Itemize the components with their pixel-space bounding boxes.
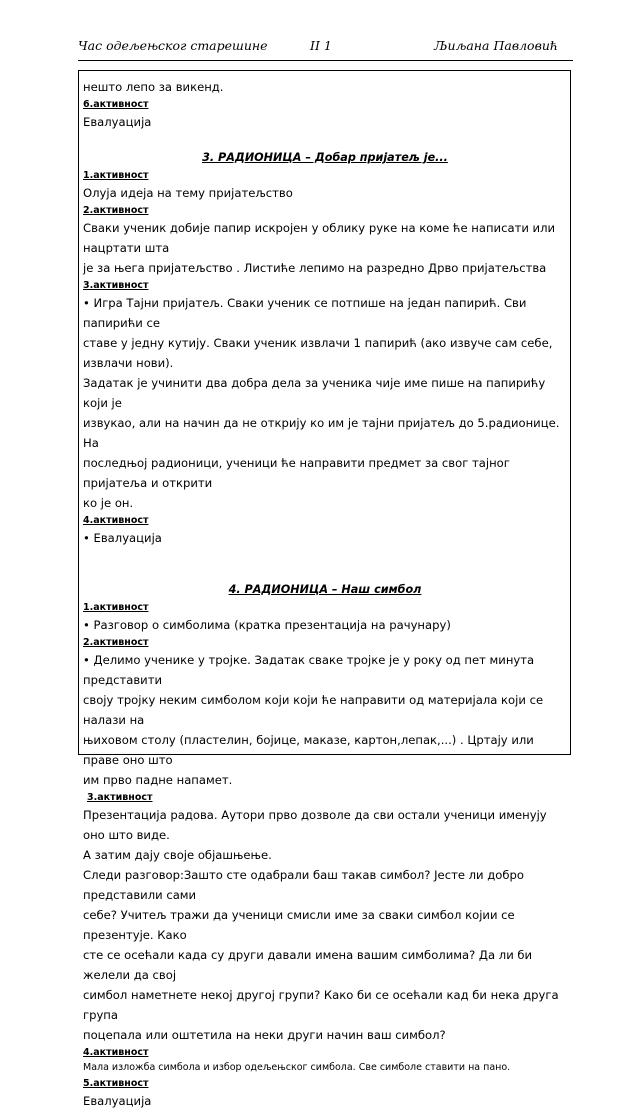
- activity-label: 6.активност: [83, 99, 149, 110]
- activity-line: последњој радионици, ученици ће направити предмет за свог тајног пријатеља и открити: [83, 456, 510, 490]
- activity-line: ко је он.: [83, 496, 134, 510]
- activity-label: 2.активност: [83, 205, 149, 216]
- activity-label: 4.активност: [83, 515, 149, 526]
- page-header: [78, 38, 573, 60]
- content-box: [78, 70, 571, 1108]
- activity-line: симбол наметнете некој другој групи? Како би се осећали кад би нека друга група: [83, 988, 559, 1022]
- activity-line: Следи разговор:Зашто сте одабрали баш такав симбол? Јесте ли добро представили сами: [83, 868, 524, 902]
- header-divider: [78, 60, 573, 61]
- activity-line: сте се осећали када су други давали имена вашим симболима? Да ли би желели да свој: [83, 948, 533, 982]
- activity-text: Евалуација: [83, 1094, 152, 1108]
- workshop-3-title: 3. РАДИОНИЦА – Добар пријатељ је...: [202, 151, 448, 164]
- activity-line: • Игра Тајни пријатељ. Сваки ученик се потпише на један папирић. Сви папирићи се: [83, 296, 527, 330]
- activity-text: Мала изложба симбола и избор одељењског симбола. Све симболе ставити на пано.: [83, 1062, 511, 1073]
- activity-text: Олуја идеја на тему пријатељство: [83, 186, 293, 200]
- activity-label: 4.активност: [83, 1047, 149, 1058]
- activity-label: 2.активност: [83, 637, 149, 648]
- activity-line: им прво падне напамет.: [83, 773, 233, 787]
- activity-line: поцепала или оштетила на неки други начин ваш симбол?: [83, 1028, 446, 1042]
- activity-line: Задатак је учинити два добра дела за ученика чије име пише на папирићу који је: [83, 376, 546, 410]
- activity-line: себе? Учитељ тражи да ученици смисли име за сваки симбол којии се презентује. Како: [83, 908, 515, 942]
- activity-label: 1.активност: [83, 602, 149, 613]
- workshop-4-title: 4. РАДИОНИЦА – Наш симбол: [228, 583, 422, 596]
- activity-line: своју тројку неким симболом који који ће направити од материјала који се налази на: [83, 693, 544, 727]
- activity-text: • Евалуација: [83, 531, 162, 545]
- activity-label: 3.активност: [87, 792, 153, 803]
- activity-line: је за њега пријатељство . Листиће лепимо на разредно Дрво пријатељства: [83, 261, 547, 275]
- activity-line: њиховом столу (пластелин, бојице, маказе, картон,лепак,...) . Цртају или праве оно што: [83, 733, 534, 767]
- activity-line: Презентација радова. Аутори прво дозволе да сви остали ученици именују оно што виде.: [83, 808, 547, 842]
- activity-line: ставе у једну кутију. Сваки ученик извлачи 1 папирић (ако извуче сам себе, извлачи нови).: [83, 336, 553, 370]
- activity-line: Сваки ученик добије папир искројен у облику руке на коме ће написати или нацртати шта: [83, 221, 556, 255]
- activity-line: А затим дају своје објашњење.: [83, 848, 272, 862]
- header-right: Љиљана Павловић: [434, 38, 558, 53]
- activity-line: извукао, али на начин да не открију ко им је тајни пријатељ до 5.радионице. На: [83, 416, 560, 450]
- activity-label: 1.активност: [83, 170, 149, 181]
- activity-text: Евалуација: [83, 115, 152, 129]
- intro-line: нешто лепо за викенд.: [83, 80, 224, 94]
- activity-label: 3.активност: [83, 280, 149, 291]
- activity-text: • Разговор о симболима (кратка презентација на рачунару): [83, 618, 451, 632]
- header-center: II 1: [310, 38, 332, 53]
- activity-line: • Делимо ученике у тројке. Задатак сваке тројке је у року од пет минута представити: [83, 653, 535, 687]
- header-left: Час одељењског старешине: [78, 38, 268, 53]
- activity-label: 5.активност: [83, 1078, 149, 1089]
